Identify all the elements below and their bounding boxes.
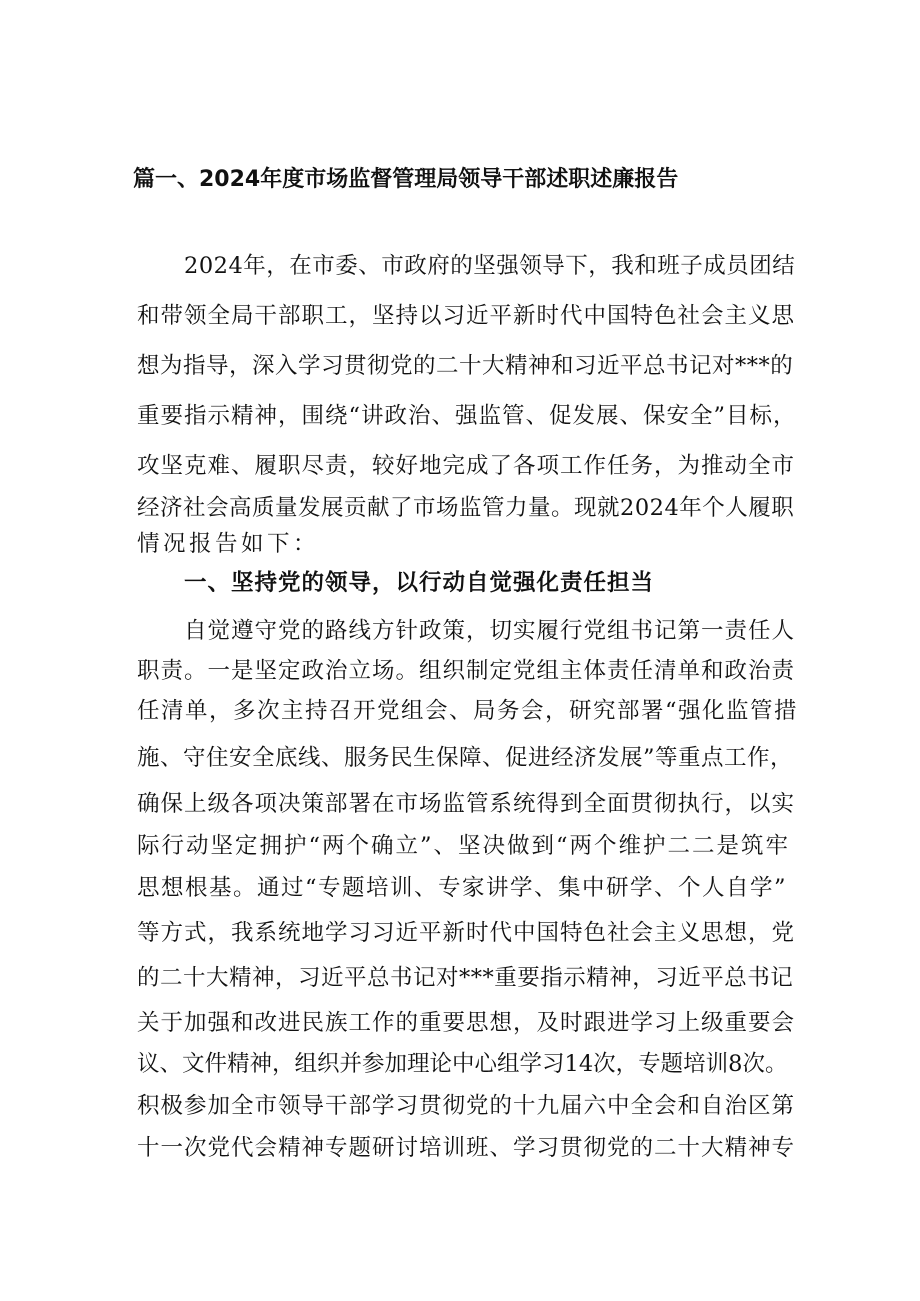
document-title: 篇一、2024年度市场监督管理局领导干部述职述廉报告: [133, 167, 679, 192]
section-heading-1: 一、坚持党的领导，以行动自觉强化责任担当: [184, 570, 655, 596]
section1-line-12: 积极参加全市领导干部学习贯彻党的十九届六中全会和自治区第: [137, 1093, 796, 1119]
section1-line-1: 自觉遵守党的路线方针政策，切实履行党组书记第一责任人: [184, 618, 796, 644]
section1-line-6: 际行动坚定拥护“两个确立”、坚决做到“两个维护二二是筑牢: [137, 833, 791, 859]
section1-line-13: 十一次党代会精神专题研讨培训班、学习贯彻党的二十大精神专: [137, 1135, 796, 1161]
section1-line-5: 确保上级各项决策部署在市场监管系统得到全面贯彻执行，以实: [137, 791, 796, 817]
section1-line-8: 等方式，我系统地学习习近平新时代中国特色社会主义思想，党: [137, 920, 796, 946]
intro-line-5: 攻坚克难、履职尽责，较好地完成了各项工作任务，为推动全市: [137, 453, 796, 479]
section1-line-11: 议、文件精神，组织并参加理论中心组学习14次，专题培训8次。: [137, 1051, 788, 1077]
intro-line-3: 想为指导，深入学习贯彻党的二十大精神和习近平总书记对***的: [137, 353, 794, 379]
section1-line-10: 关于加强和改进民族工作的重要思想，及时跟进学习上级重要会: [137, 1010, 796, 1036]
section1-line-7: 思想根基。通过“专题培训、专家讲学、集中研学、个人自学”: [137, 875, 788, 901]
intro-line-6: 经济社会高质量发展贡献了市场监管力量。现就2024年个人履职: [137, 495, 795, 521]
section1-line-3: 任清单，多次主持召开党组会、局务会，研究部署“强化监管措: [137, 698, 799, 724]
section1-line-4: 施、守住安全底线、服务民生保障、促进经济发展”等重点工作，: [137, 745, 794, 771]
section1-line-2: 职责。一是坚定政治立场。组织制定党组主体责任清单和政治责: [137, 658, 796, 684]
intro-line-7: 情况报告如下：: [137, 531, 320, 557]
intro-line-4: 重要指示精神，围绕“讲政治、强监管、促发展、保安全”目标，: [137, 403, 797, 429]
intro-line-2: 和带领全局干部职工，坚持以习近平新时代中国特色社会主义思: [137, 303, 796, 329]
intro-line-1: 2024年，在市委、市政府的坚强领导下，我和班子成员团结: [184, 253, 796, 279]
section1-line-9: 的二十大精神，习近平总书记对***重要指示精神，习近平总书记: [137, 965, 794, 991]
